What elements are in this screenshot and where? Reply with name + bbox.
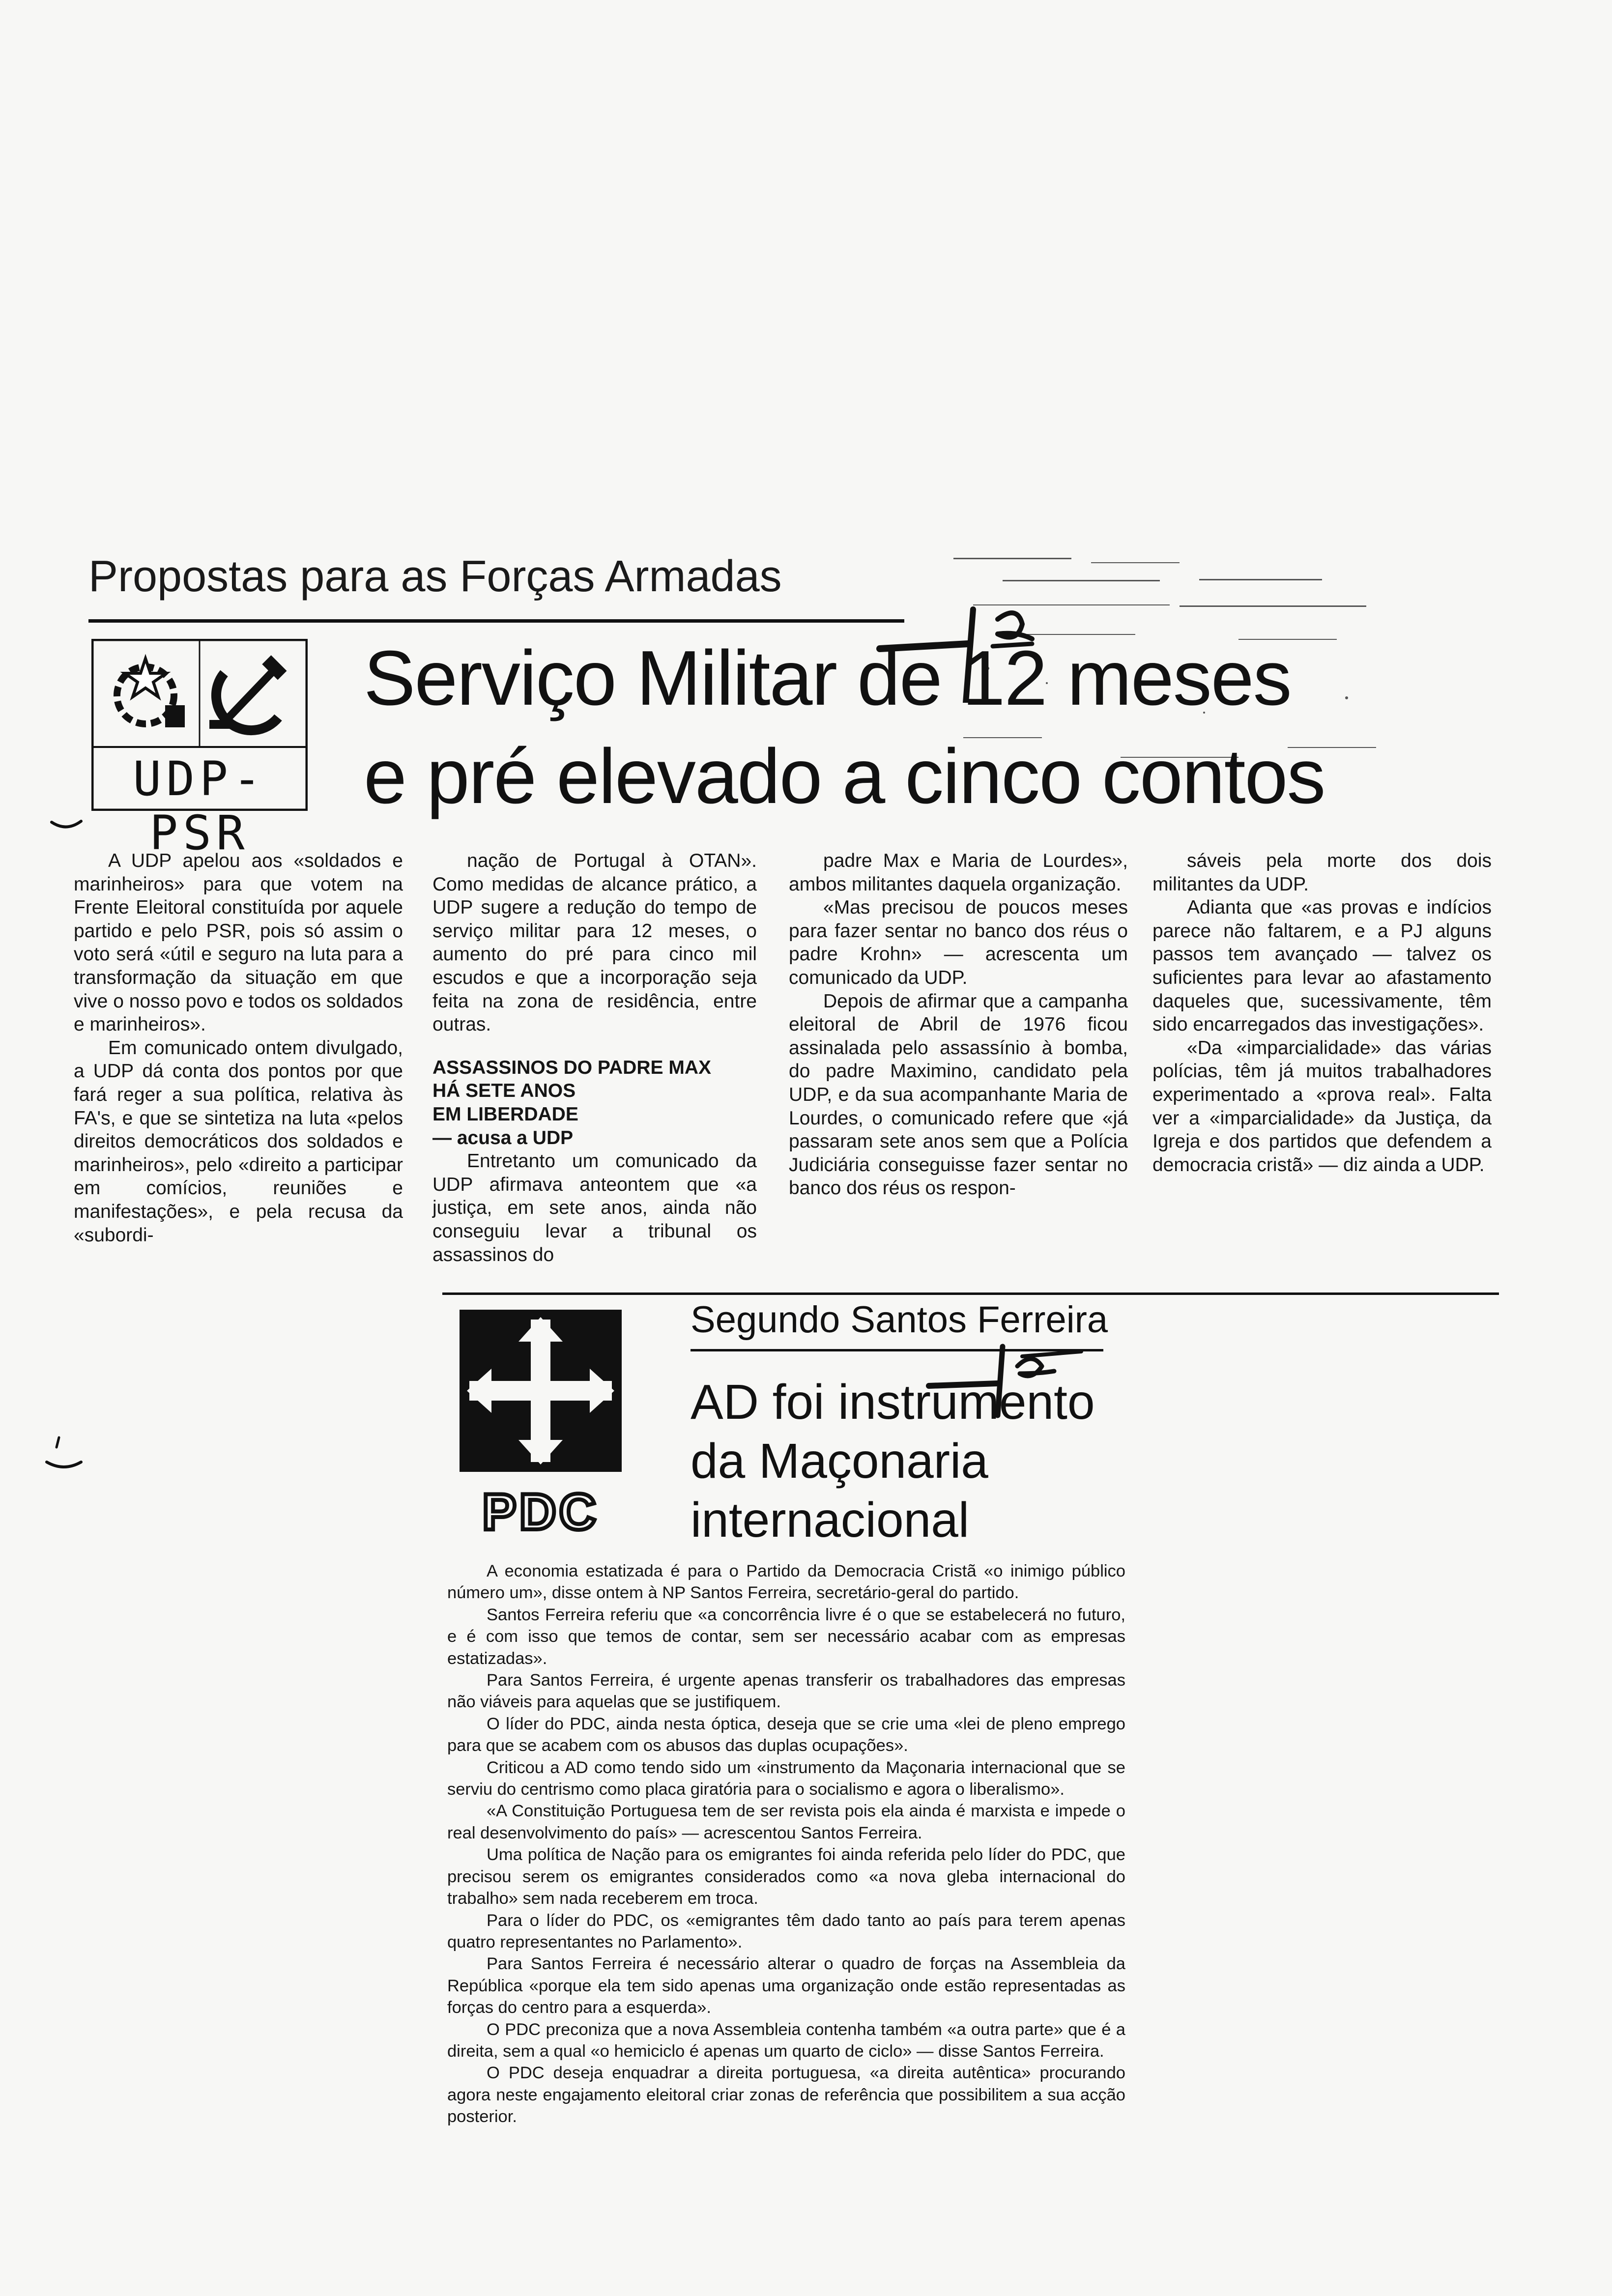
paragraph: «Da «imparcialidade» das várias polícias, têm já muitos trabalhadores experimentado a «prova real». Falta ver a «imparcialidade» da Justiça, da Igreja e dos partidos que defendem a democracia cristã» — diz ainda a UDP. <box>1152 1037 1492 1176</box>
headline-line-2: e pré elevado a cinco contos <box>364 733 1325 820</box>
headline-line-1: Serviço Militar de 12 meses <box>364 635 1291 721</box>
paragraph: A economia estatizada é para o Partido da Democracia Cristã «o inimigo público número um», disse ontem à NP Santos Ferreira, secretário-geral do partido. <box>447 1562 1125 1603</box>
article2-body <box>447 1560 1125 2128</box>
pdc-logo <box>460 1310 622 1541</box>
paragraph: Para Santos Ferreira, é urgente apenas transferir os trabalhadores das empresas não viáveis para aquelas que se justifiquem. <box>447 1671 1125 1712</box>
gear-emblem-icon <box>117 659 185 727</box>
article1-column-2 <box>432 849 757 1266</box>
subhead: HÁ SETE ANOS <box>432 1080 576 1102</box>
margin-mark <box>44 1435 88 1477</box>
paragraph: Santos Ferreira referiu que «a concorrência livre é o que se estabelecerá no futuro, e é com isso que temos de contar, sem ser necessário acabar com as empresas estatizadas». <box>447 1605 1125 1668</box>
subhead: ASSASSINOS DO PADRE MAX <box>432 1057 712 1078</box>
kicker-rule <box>88 619 904 623</box>
pdc-label: PDC <box>482 1484 599 1541</box>
paragraph: Para Santos Ferreira é necessário alterar o quadro de forças na Assembleia da República «porque ela tem sido apenas uma organização onde estão representadas as forças do centro para a esquerda». <box>447 1954 1125 2017</box>
paragraph: Em comunicado ontem divulgado, a UDP dá conta dos pontos por que fará reger a sua política, relativa às FA's, e que se sintetiza na luta «pelos direitos democráticos dos soldados e marinheiros», pelo «direito a participar em comícios, reuniões e manifestações», e pela recusa da «subordi- <box>74 1037 403 1246</box>
paragraph: sáveis pela morte dos dois militantes da UDP. <box>1152 850 1492 895</box>
paragraph: O PDC preconiza que a nova Assembleia contenha também «a outra parte» que é a direita, sem a qual «o hemiciclo é apenas um quarto de ciclo» — disse Santos Ferreira. <box>447 2020 1125 2061</box>
subhead-attribution: — acusa a UDP <box>432 1127 574 1148</box>
article2-kicker: Segundo Santos Ferreira <box>691 1299 1108 1341</box>
article2-headline-1: AD foi instrumento <box>691 1375 1095 1430</box>
pdc-cross-icon <box>460 1310 622 1472</box>
paragraph: «Mas precisou de poucos meses para fazer sentar no banco dos réus o padre Krohn» — acrescenta um comunicado da UDP. <box>789 897 1128 988</box>
article1-column-1 <box>74 849 403 1247</box>
handwritten-annotation <box>870 590 1057 703</box>
paragraph: A UDP apelou aos «soldados e marinheiros» para que votem na Frente Eleitoral constituída por aquele partido e pelo PSR, pois só assim o voto será «útil e seguro na luta para a transformação da situação em que vive o nosso povo e todos os soldados e marinheiros». <box>74 850 403 1035</box>
paragraph: Entretanto um comunicado da UDP afirmava anteontem que «a justiça, em sete anos, ainda não conseguiu levar a tribunal os assassinos do <box>432 1150 757 1265</box>
article-divider <box>442 1292 1499 1295</box>
paragraph: padre Max e Maria de Lourdes», ambos militantes daquela organização. <box>789 850 1128 895</box>
subhead: EM LIBERDADE <box>432 1103 578 1125</box>
udp-psr-logo <box>91 639 308 861</box>
paragraph: O líder do PDC, ainda nesta óptica, deseja que se crie uma «lei de pleno emprego para que se acabem com os abusos das duplas ocupações». <box>447 1714 1125 1755</box>
article2-headline-2: da Maçonaria <box>691 1434 988 1489</box>
paragraph: Uma política de Nação para os emigrantes foi ainda referida pelo líder do PDC, que precisou serem os emigrantes considerados como «a nova gleba internacional do trabalho» sem nada receberem em troca. <box>447 1845 1125 1908</box>
paragraph: Criticou a AD como tendo sido um «instrumento da Maçonaria internacional que se serviu do centrismo como placa giratória para o socialismo e agora o liberalismo». <box>447 1758 1125 1799</box>
paragraph: nação de Portugal à OTAN». Como medidas de alcance prático, a UDP sugere a redução do tempo de serviço militar para 12 meses, o aumento do pré para cinco mil escudos e que a incorporação seja feita na zona de residência, entre outras. <box>432 850 757 1035</box>
paragraph: «A Constituição Portuguesa tem de ser revista pois ela ainda é marxista e impede o real desenvolvimento do país» — acrescentou Santos Ferreira. <box>447 1802 1125 1842</box>
udp-psr-label: UDP-PSR <box>133 751 266 861</box>
article2-headline-3: internacional <box>691 1492 970 1548</box>
hammer-sickle-icon <box>209 655 287 730</box>
margin-mark <box>49 818 88 840</box>
article1-column-3 <box>789 849 1128 1200</box>
article1-column-4 <box>1152 849 1492 1177</box>
paragraph: O PDC deseja enquadrar a direita portuguesa, «a direita autêntica» procurando agora neste engajamento eleitoral criar zonas de referência que possibilitem a sua acção posterior. <box>447 2064 1125 2126</box>
handwritten-annotation <box>924 1337 1091 1425</box>
paragraph: Para o líder do PDC, os «emigrantes têm dado tanto ao país para terem apenas quatro representantes no Parlamento». <box>447 1911 1125 1952</box>
paragraph: Depois de afirmar que a campanha eleitoral de Abril de 1976 ficou assinalada pelo assassínio à bomba, do padre Maximino, candidato pela UDP, e da sua acompanhante Maria de Lourdes, o comunicado refere que «já passaram sete anos sem que a Polícia Judiciária conseguisse fazer sentar no banco dos réus os respon- <box>789 990 1128 1199</box>
paragraph: Adianta que «as provas e indícios parece não faltarem, e a PJ alguns passos tem avançado — talvez os suficientes para levar ao afastamento daqueles que, sucessivamente, têm sido encarregados das investigações». <box>1152 897 1492 1035</box>
article-kicker: Propostas para as Forças Armadas <box>88 552 782 601</box>
